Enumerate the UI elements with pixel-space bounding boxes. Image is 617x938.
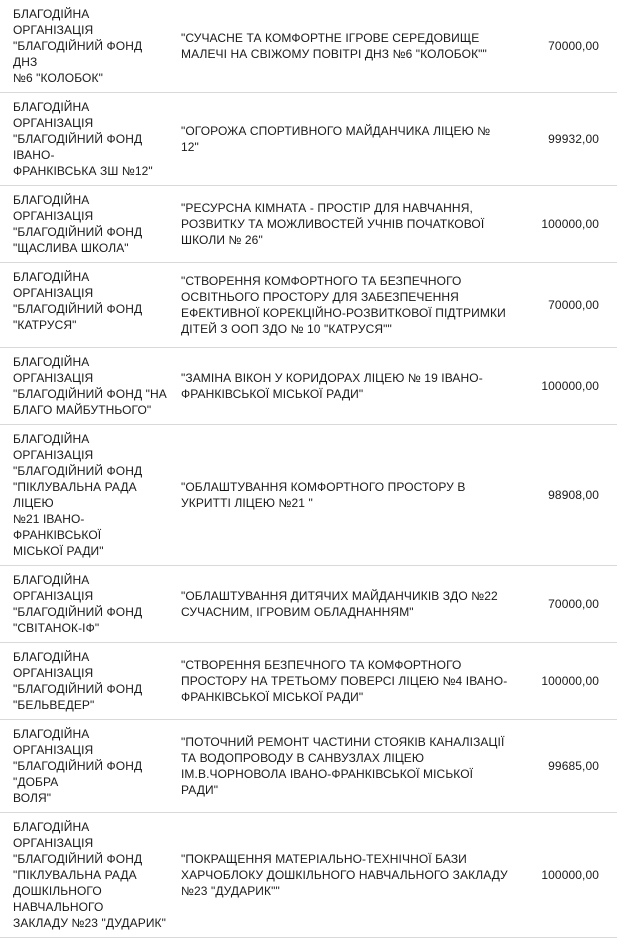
organization-cell — [0, 263, 172, 348]
amount-cell — [512, 643, 617, 720]
organization-name: БЛАГОДІЙНА ОРГАНІЗАЦІЯ "БЛАГОДІЙНИЙ ФОНД "ПІКЛУВАЛЬНА РАДА ДОШКІЛЬНОГО НАВЧАЛЬНОГО ЗАКЛАДУ №23 "ДУДАРИК" — [13, 820, 167, 930]
project-cell — [172, 93, 512, 186]
project-title: "ПОКРАЩЕННЯ МАТЕРІАЛЬНО-ТЕХНІЧНОЇ БАЗИ ХАРЧОБЛОКУ ДОШКІЛЬНОГО НАВЧАЛЬНОГО ЗАКЛАДУ №23 "ДУДАРИК"" — [181, 852, 508, 898]
amount-cell — [512, 813, 617, 938]
table-row — [0, 643, 617, 720]
amount-cell — [512, 720, 617, 813]
organization-cell — [0, 813, 172, 938]
organization-cell — [0, 0, 172, 93]
amount-cell — [512, 186, 617, 263]
project-title: "ОБЛАШТУВАННЯ КОМФОРТНОГО ПРОСТОРУ В УКРИТТІ ЛІЦЕЮ №21 " — [181, 480, 466, 510]
amount-value: 100000,00 — [541, 217, 599, 231]
project-cell — [172, 263, 512, 348]
amount-cell — [512, 0, 617, 93]
project-title: "РЕСУРСНА КІМНАТА - ПРОСТІР ДЛЯ НАВЧАННЯ, РОЗВИТКУ ТА МОЖЛИВОСТЕЙ УЧНІВ ПОЧАТКОВОЇ ШКОЛИ № 26" — [181, 201, 485, 247]
project-cell — [172, 425, 512, 566]
organization-cell — [0, 348, 172, 425]
organization-cell — [0, 425, 172, 566]
project-title: "ОГОРОЖА СПОРТИВНОГО МАЙДАНЧИКА ЛІЦЕЮ № 12" — [181, 124, 491, 154]
amount-cell — [512, 425, 617, 566]
project-cell — [172, 813, 512, 938]
project-title: "СТВОРЕННЯ БЕЗПЕЧНОГО ТА КОМФОРТНОГО ПРОСТОРУ НА ТРЕТЬОМУ ПОВЕРСІ ЛІЦЕЮ №4 ІВАНО-ФРАНКІВСЬКОЇ МІСЬКОЇ РАДИ" — [181, 658, 508, 704]
organization-name: БЛАГОДІЙНА ОРГАНІЗАЦІЯ "БЛАГОДІЙНИЙ ФОНД "ДОБРА ВОЛЯ" — [13, 727, 143, 805]
amount-value: 70000,00 — [548, 298, 599, 312]
organization-name: БЛАГОДІЙНА ОРГАНІЗАЦІЯ "БЛАГОДІЙНИЙ ФОНД ІВАНО- ФРАНКІВСЬКА ЗШ №12" — [13, 100, 153, 178]
table-row — [0, 263, 617, 348]
table-row — [0, 348, 617, 425]
amount-cell — [512, 348, 617, 425]
project-cell — [172, 348, 512, 425]
organization-cell — [0, 643, 172, 720]
organization-cell — [0, 93, 172, 186]
amount-value: 99685,00 — [548, 759, 599, 773]
project-title: "ЗАМІНА ВІКОН У КОРИДОРАХ ЛІЦЕЮ № 19 ІВАНО-ФРАНКІВСЬКОЇ МІСЬКОЇ РАДИ" — [181, 371, 483, 401]
organization-name: БЛАГОДІЙНА ОРГАНІЗАЦІЯ "БЛАГОДІЙНИЙ ФОНД "СВІТАНОК-ІФ" — [13, 573, 143, 635]
project-cell — [172, 643, 512, 720]
organization-name: БЛАГОДІЙНА ОРГАНІЗАЦІЯ "БЛАГОДІЙНИЙ ФОНД "НА БЛАГО МАЙБУТНЬОГО" — [13, 355, 167, 417]
organization-name: БЛАГОДІЙНА ОРГАНІЗАЦІЯ "БЛАГОДІЙНИЙ ФОНД "ПІКЛУВАЛЬНА РАДА ЛІЦЕЮ №21 ІВАНО-ФРАНКІВСЬКОЇ МІСЬКОЇ РАДИ" — [13, 432, 143, 558]
organization-name: БЛАГОДІЙНА ОРГАНІЗАЦІЯ "БЛАГОДІЙНИЙ ФОНД ДНЗ №6 "КОЛОБОК" — [13, 7, 143, 85]
organization-cell — [0, 186, 172, 263]
organization-name: БЛАГОДІЙНА ОРГАНІЗАЦІЯ "БЛАГОДІЙНИЙ ФОНД "КАТРУСЯ" — [13, 270, 143, 332]
table-row — [0, 720, 617, 813]
organization-cell — [0, 720, 172, 813]
amount-cell — [512, 566, 617, 643]
table-row — [0, 425, 617, 566]
project-title: "ОБЛАШТУВАННЯ ДИТЯЧИХ МАЙДАНЧИКІВ ЗДО №22 СУЧАСНИМ, ІГРОВИМ ОБЛАДНАННЯМ" — [181, 589, 498, 619]
amount-cell — [512, 93, 617, 186]
organization-name: БЛАГОДІЙНА ОРГАНІЗАЦІЯ "БЛАГОДІЙНИЙ ФОНД "ЩАСЛИВА ШКОЛА" — [13, 193, 143, 255]
project-cell — [172, 566, 512, 643]
project-title: "СТВОРЕННЯ КОМФОРТНОГО ТА БЕЗПЕЧНОГО ОСВІТНЬОГО ПРОСТОРУ ДЛЯ ЗАБЕЗПЕЧЕННЯ ЕФЕКТИВНОЇ КОРЕКЦІЙНО-РОЗВИТКОВОЇ ПІДТРИМКИ ДІТЕЙ З ООП ЗДО № 10 "КАТРУСЯ"" — [181, 274, 506, 336]
organization-cell — [0, 566, 172, 643]
amount-value: 100000,00 — [541, 868, 599, 882]
table-row — [0, 813, 617, 938]
table-row — [0, 566, 617, 643]
amount-value: 99932,00 — [548, 132, 599, 146]
table-row — [0, 0, 617, 93]
organization-name: БЛАГОДІЙНА ОРГАНІЗАЦІЯ "БЛАГОДІЙНИЙ ФОНД "БЕЛЬВЕДЕР" — [13, 650, 143, 712]
table-row — [0, 93, 617, 186]
project-cell — [172, 186, 512, 263]
project-cell — [172, 720, 512, 813]
amount-value: 100000,00 — [541, 379, 599, 393]
amount-value: 100000,00 — [541, 674, 599, 688]
project-cell — [172, 0, 512, 93]
amount-value: 70000,00 — [548, 597, 599, 611]
amount-cell — [512, 263, 617, 348]
table-row — [0, 186, 617, 263]
project-title: "ПОТОЧНИЙ РЕМОНТ ЧАСТИНИ СТОЯКІВ КАНАЛІЗАЦІЇ ТА ВОДОПРОВОДУ В САНВУЗЛАХ ЛІЦЕЮ ІМ.В.ЧОРНОВОЛА ІВАНО-ФРАНКІВСЬКОЇ МІСЬКОЇ РАДИ" — [181, 735, 505, 797]
amount-value: 70000,00 — [548, 39, 599, 53]
amount-value: 98908,00 — [548, 488, 599, 502]
project-title: "СУЧАСНЕ ТА КОМФОРТНЕ ІГРОВЕ СЕРЕДОВИЩЕ МАЛЕЧІ НА СВІЖОМУ ПОВІТРІ ДНЗ №6 "КОЛОБОК"" — [181, 31, 487, 61]
